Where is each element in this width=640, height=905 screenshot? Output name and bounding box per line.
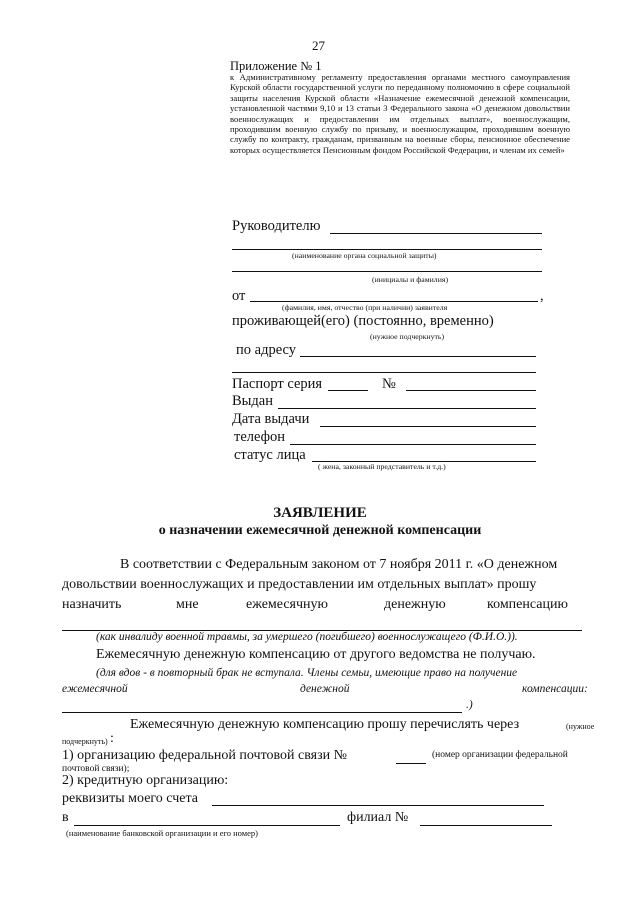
underline-caption: (нужное подчеркнуть) bbox=[370, 332, 445, 341]
p1-line2: довольствии военнослужащих и предоставлении им отдельных выплат» прошу bbox=[62, 577, 537, 592]
issue-date-field[interactable] bbox=[320, 426, 536, 427]
p4-colon: : bbox=[110, 731, 114, 746]
p3-word3: компенсации: bbox=[522, 683, 588, 695]
p1-word4: денежную bbox=[384, 597, 446, 612]
address-label: по адресу bbox=[236, 342, 296, 358]
from-label: от bbox=[232, 288, 246, 304]
bank-caption: (наименование банковской организации и его номер) bbox=[66, 828, 258, 838]
passport-number-label: № bbox=[382, 376, 396, 392]
address-field[interactable] bbox=[300, 356, 536, 357]
from-comma: , bbox=[540, 288, 544, 304]
appendix-text: к Административному регламенту предоставления органами местного самоуправления Курской области государственной услуги по переданному полномочию в сфере социальной защиты населения Курской области «Назначение ежемесячной денежной компенсации, установленной частями 9,10 и 13 статьи 3 Федерального закона «О денежном довольствии военнослужащих и предоставлении им отдельных выплат», военнослужащим, проходившим военную службу по призыву, и военнослужащим, проходившим военную службу по контракту, гражданам, призванным на военные сборы, пенсионное обеспечение которых осуществляется Пенсионным фондом Российской Федерации, и членам их семей» bbox=[230, 72, 570, 155]
to-label: Руководителю bbox=[232, 218, 321, 234]
applicant-field[interactable] bbox=[250, 301, 538, 302]
p1-caption: (как инвалиду военной травмы, за умершего (погибшего) военнослужащего (Ф.И.О.)). bbox=[96, 631, 518, 643]
issue-date-label: Дата выдачи bbox=[232, 411, 310, 427]
account-field[interactable] bbox=[212, 805, 544, 806]
p2-text: Ежемесячную денежную компенсацию от другого ведомства не получаю. bbox=[96, 647, 536, 662]
p3-word2: денежной bbox=[300, 683, 350, 695]
family-members-field[interactable] bbox=[62, 712, 462, 713]
org-field[interactable] bbox=[232, 249, 542, 250]
issued-label: Выдан bbox=[232, 393, 273, 409]
post-office-number-field[interactable] bbox=[396, 763, 426, 764]
option1-small-text: номер организации федеральной bbox=[435, 750, 568, 760]
status-label: статус лица bbox=[234, 447, 306, 463]
page-number: 27 bbox=[312, 38, 325, 53]
applicant-caption: (фамилия, имя, отчество (при наличии) заявителя bbox=[282, 303, 448, 312]
p1-line1: В соответствии с Федеральным законом от 7 ноября 2011 г. «О денежном bbox=[120, 557, 558, 572]
appendix-title: Приложение № 1 bbox=[230, 59, 322, 73]
phone-label: телефон bbox=[234, 429, 286, 445]
option1-small: (номер организации федеральной bbox=[432, 750, 568, 760]
phone-field[interactable] bbox=[290, 444, 536, 445]
p4-small: (нужное bbox=[566, 722, 595, 731]
address-field-2[interactable] bbox=[232, 372, 536, 373]
account-label: реквизиты моего счета bbox=[62, 791, 198, 806]
option2-text: 2) кредитную организацию: bbox=[62, 773, 229, 788]
p1-word1: назначить bbox=[62, 597, 122, 612]
to-field[interactable] bbox=[330, 233, 542, 234]
name-caption: (инициалы и фамилия) bbox=[372, 275, 449, 284]
p4-text: Ежемесячную денежную компенсацию прошу перечислять через bbox=[130, 717, 520, 732]
passport-series-field[interactable] bbox=[328, 390, 368, 391]
branch-label: филиал № bbox=[347, 810, 409, 825]
residing-text: проживающей(его) (постоянно, временно) bbox=[232, 313, 494, 329]
passport-label: Паспорт серия bbox=[232, 376, 323, 392]
p1-word2: мне bbox=[176, 597, 199, 612]
status-caption: ( жена, законный представитель и т.д.) bbox=[318, 462, 446, 471]
option1-text: 1) организацию федеральной почтовой связи № bbox=[62, 748, 347, 763]
p4-small2: подчеркнуть) bbox=[62, 737, 108, 746]
option1-small2: почтовой связи); bbox=[62, 764, 130, 774]
name-field[interactable] bbox=[232, 271, 542, 272]
p1-word3: ежемесячную bbox=[246, 597, 328, 612]
bank-field[interactable] bbox=[74, 825, 340, 826]
p1-word5: компенсацию bbox=[487, 597, 568, 612]
p3-word1: ежемесячной bbox=[62, 683, 128, 695]
branch-field[interactable] bbox=[420, 825, 552, 826]
p3-line1: (для вдов - в повторный брак не вступала. Члены семьи, имеющие право на получение bbox=[96, 667, 518, 679]
passport-number-field[interactable] bbox=[406, 390, 536, 391]
bank-in-label: в bbox=[62, 810, 69, 825]
issued-field[interactable] bbox=[278, 408, 536, 409]
doc-subtitle: о назначении ежемесячной денежной компенсации bbox=[158, 523, 482, 538]
doc-title: ЗАЯВЛЕНИЕ bbox=[273, 505, 367, 521]
p3-end: .) bbox=[466, 699, 473, 711]
org-caption: (наименование органа социальной защиты) bbox=[292, 251, 437, 260]
